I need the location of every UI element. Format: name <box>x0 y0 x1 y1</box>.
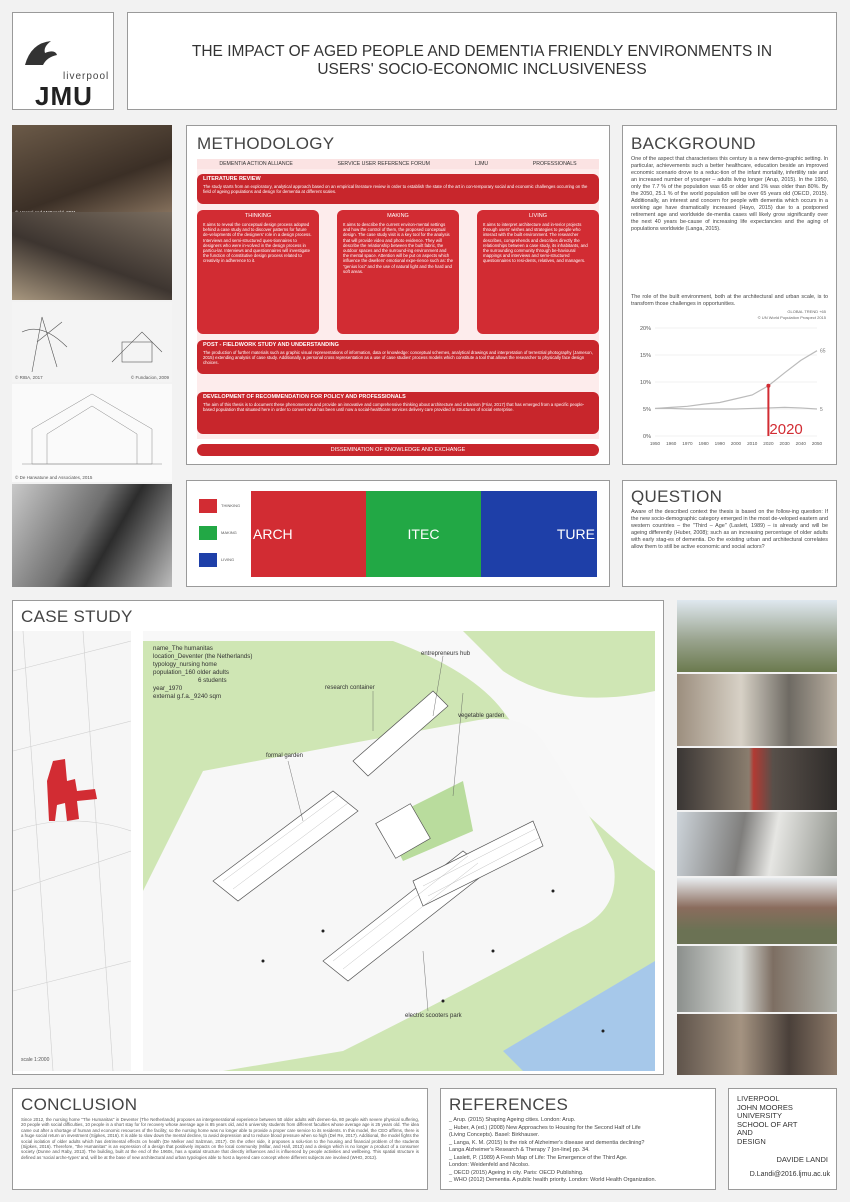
word-ture: TURE <box>481 491 597 577</box>
reference-item: _ Huber, A (ed.) (2008) New Approaches to Housing for the Second Half of Life <box>449 1124 641 1131</box>
highlight-year: 2020 <box>769 421 803 438</box>
thinking-title: THINKING <box>244 213 272 219</box>
post-fieldwork-bar <box>197 340 599 374</box>
photo-sketch <box>12 302 172 382</box>
y-tick-label: 20% <box>639 326 651 332</box>
y-tick-label: 10% <box>639 380 651 386</box>
word-itec: ITEC <box>366 491 481 577</box>
references-panel <box>440 1088 716 1190</box>
legend-label-living: LIVING <box>221 557 235 562</box>
trend-label: GLOBAL TREND +65 <box>787 309 826 314</box>
photo-site-1 <box>677 600 837 672</box>
legend-label-thinking: THINKING <box>221 503 241 508</box>
question-text: Aware of the described context the thesis is based on the follow-ing question: If the new socio-demographic category emerged in the most de-veloped eastern and western countries – the "Third – Age" (Laslett, 1989) – is already and will be ageing differently (Huber, 2008); such as an increasing percentage of older adults with early stag-es of dementia. Do the existing urban and architectural correlates allow them to still be active economic and social actors? <box>631 509 828 550</box>
series-label: 5 <box>820 407 823 413</box>
reference-item: _ Arup. (2015) Shaping Ageing cities. London: Arup. <box>449 1117 576 1123</box>
label-scooters: electric scooters park <box>405 1013 462 1019</box>
series-label: 65 <box>820 348 826 355</box>
photo-caption: © De Harwatune and Associates, 2015 <box>15 475 93 480</box>
label-formal-garden: formal garden <box>266 753 304 759</box>
label-vegetable-garden: vegetable garden <box>458 713 505 719</box>
legend-swatch-making <box>199 526 217 540</box>
title-box <box>127 12 837 110</box>
question-heading: QUESTION <box>631 487 723 506</box>
background-para2: The role of the built environment, both at the architectural and urban scale, is to transform those challenges in opportunities. <box>631 294 828 307</box>
photo-site-3 <box>677 748 837 810</box>
info-location: location_Deventer (the Netherlands) <box>153 653 253 660</box>
x-tick-label: 2000 <box>730 441 742 446</box>
label-entrepreneurs: entrepreneurs hub <box>421 651 471 657</box>
dissemination-label: DISSEMINATION OF KNOWLEDGE AND EXCHANGE <box>330 447 466 453</box>
legend-swatch-living <box>199 553 217 567</box>
thinking-text: It aims to reveal the conceptual design process adopted behind a case study and to discover patterns for future de-velopments of the designers' role in a design process. Interviews and semi-structured ques-tionnaires to designers who were in-volved in the design process in particu-lar. Interviews and questionnaires will investigate the function of constitutive design process related to creativity in adherence to it. <box>203 222 312 264</box>
logo-main-text: JMU <box>35 81 93 110</box>
literature-title: LITERATURE REVIEW <box>203 176 261 182</box>
background-panel <box>622 125 837 465</box>
photo-site-5 <box>677 878 837 944</box>
living-box <box>477 210 599 334</box>
literature-review-bar <box>197 174 599 204</box>
partner-label: PROFESSIONALS <box>532 161 577 167</box>
y-tick-label: 15% <box>639 353 651 359</box>
case-study-panel <box>12 600 664 1075</box>
x-tick-label: 2030 <box>779 441 790 446</box>
methodology-heading: METHODOLOGY <box>197 134 335 153</box>
photo-site-6 <box>677 946 837 1012</box>
highlight-point <box>766 384 770 388</box>
legend-label-making: MAKING <box>221 530 237 535</box>
location-map <box>13 631 131 1071</box>
living-title: LIVING <box>528 213 548 219</box>
reference-item: _ WHO (2012) Dementia. A public health priority. London: World Health Organization. <box>449 1177 657 1183</box>
x-tick-label: 1990 <box>714 441 725 446</box>
conclusion-text: Since 2012, the nursing home "The Humanitas" in Deventer (The Netherlands) proposes an intergenerational experience between 50 older adults with demen-tia, 80 people with severe physical suffering, 20 people with social difficulties, 10 people in a short stay for for recovery whose average age is 85 years old, and 6 university students from different faculties whose average age is 25 years old. The idea came out after a shortage of human and economic resources of the facility; so the nursing home was no longer able to provide a proper care service to its residents. In this model, the CEO affirms, there is a huge social return on investment (Sijpkes, 2016). It is able to slow down the mental decline, to avoid depression and to reduce blood pressure when so high (Del Re, 2017). Additional, the model fights the social isolation of older adults which has detrimental effects on health (De Melker and Salzman, 2017). On the other side, it proposes a solu-tion to the housing and financial problem of the students (Sijpkes, 2016). Therefore, "the Humanitas" is an expression of a design that positively impacts on the local community (Millar, and Hall, 2013) and a design which is no longer a product of a consumer society (Dunne and Raby, 2013). The building, built at the end of the 1960s, has a spatial structure that directly influences and is influenced by people activities and wellbeing. This spatial structure is defined as 'social arche-types' and, will be at the base of new architectural and urban typologies able to host a layered care concept where different subjects are involved (WHO, 2012). <box>21 1117 419 1160</box>
author-name: DAVIDE LANDI <box>776 1155 828 1164</box>
trend-source: © UN World Population Prospect 2015 <box>757 315 826 320</box>
methodology-panel <box>186 125 610 465</box>
photo-people <box>12 484 172 587</box>
y-tick-label: 0% <box>643 434 651 440</box>
conclusion-panel <box>12 1088 428 1190</box>
label-research: research container <box>325 685 375 691</box>
reference-item: London: Weidenfeld and Nicolso. <box>449 1162 530 1168</box>
liver-bird-icon <box>21 35 61 75</box>
conclusion-heading: CONCLUSION <box>21 1095 138 1114</box>
x-tick-label: 2040 <box>795 441 806 446</box>
making-text: It aims to describe the current environ-mental settings and how the control of them, the proposed conceptual design. The case study visit is a key tool for the analysis that will provide video and photo evidence. They will describe the relationship between the built fabric, the outdoor spaces and the surround-ing environment and the mental space. Attention will be put on aspects which influence the dwellers' emotional expe-rience such as: the "genius loci" and the use of natural light and the hard and soft areas. <box>343 222 453 274</box>
dev-title: DEVELOPMENT OF RECOMMENDATION FOR POLICY AND PROFESSIONALS <box>203 394 406 400</box>
development-bar <box>197 392 599 434</box>
reference-item: Langa Alzheimer's Research & Therapy 7 [on-line] pp. 34. <box>449 1147 590 1153</box>
post-title: POST - FIELDWORK STUDY AND UNDERSTANDING <box>203 342 339 348</box>
background-heading: BACKGROUND <box>631 134 756 153</box>
author-email[interactable]: D.Landi@2016.ljmu.ac.uk <box>749 1171 830 1178</box>
series-line <box>655 351 817 409</box>
y-tick-label: 5% <box>643 407 651 413</box>
page-subtitle: USERS' SOCIO-ECONOMIC INCLUSIVENESS <box>317 61 647 78</box>
info-name: name_The humanitas <box>153 645 213 652</box>
photo-site-4 <box>677 812 837 876</box>
partner-label: LJMU <box>474 161 489 167</box>
info-gfa: external g.f.a._9240 sqm <box>153 693 222 700</box>
literature-text: The study starts from an exploratory, analytical approach based on an empirical literature review in order to establish the state of the art in con-temporary social and economic challenges occurring on the field of ageing populations and design for dementia at different scales. <box>203 184 588 194</box>
x-tick-label: 1950 <box>649 441 661 446</box>
x-tick-label: 2020 <box>763 441 774 446</box>
post-text: The production of further materials such as graphic visual representations of information, data or knowledge: conceptual schemes, analytical drawings and interpretation of terrestrial photography (Jameson, 2015) extending analysis of case study. Additionally, a personal cross representation as a use of case studies' process models which constitute a tool that allows the researcher to physically face design choices. <box>203 350 593 365</box>
photo-meeting-1 <box>12 125 172 217</box>
x-tick-label: 1970 <box>682 441 693 446</box>
reference-item: _ OECD (2015) Ageing in city. Paris: OECD Publishing. <box>449 1169 584 1176</box>
reference-item: _ Langa, K. M. (2015) Is the risk of Alzheimer's disease and dementia declining? <box>449 1139 645 1146</box>
site-plan <box>143 631 655 1071</box>
x-tick-label: 2050 <box>811 441 823 446</box>
dissemination-bar <box>197 444 599 456</box>
logo-top-text: liverpool <box>63 71 110 82</box>
references-list <box>449 1117 709 1185</box>
reference-item: _ Laslett, P. (1989) A Fresh Map of Life: The Emergence of the Third Age. <box>449 1154 628 1161</box>
making-title: MAKING <box>387 213 409 219</box>
info-typology: typology_nursing home <box>153 661 217 668</box>
logo-box <box>12 12 114 110</box>
author-panel <box>728 1088 837 1190</box>
trend-chart <box>627 316 827 461</box>
partner-label: DEMENTIA ACTION ALLIANCE <box>219 161 293 167</box>
background-para1: One of the aspect that characterises this century is a new demo-graphic setting. In particular, achievements such a better healthcare, education beside an improved economic scenario drove to a reduc-tion of the infant mortality, infertility rate and an increased number of younger – adults living longer (Arup, 2015). In the 1950, only the 7.7 % of the population was 65 or older and 1% was older than 80%. By the 2050, 25.1 % of the world population will be over 65 years old (OECD, 2015). Additionally, an interest and concern for people with dementia which occurs in a working age have dramatically increased (Hayo, 2015) due to a postponed retirement age and worldwide de-mentia cases will likely grow significantly over the next 40 years be-cause of increasing life expectancies and the aging of populations worldwide (Langa, 2015). <box>631 156 828 232</box>
photo-caption: © Fundacion, 2009 <box>130 375 169 380</box>
info-population: population_160 older adults <box>153 669 230 676</box>
reference-item: (Living Concepts). Basel: Birkhauser. <box>449 1132 540 1138</box>
partner-label: SERVICE USER REFERENCE FORUM <box>337 161 430 167</box>
photo-site-2 <box>677 674 837 746</box>
legend-swatch-thinking <box>199 499 217 513</box>
photo-house-drawing <box>12 384 172 482</box>
institution: LIVERPOOL JOHN MOORES UNIVERSITY SCHOOL OF ART AND DESIGN <box>737 1094 798 1146</box>
case-study-heading: CASE STUDY <box>21 607 133 626</box>
info-year: year_1970 <box>153 685 183 692</box>
case-info <box>153 645 252 701</box>
dev-text: The aim of this thesis is to document these phenomenons and provide an innovative and comprehensive thinking about architecture and urbanism (Friar, 2017) that has emerged from a specific people-based population that situated here in order to convert what has been until now a social-healthcare services delivery care provided in structures of social enterprise. <box>203 402 585 412</box>
thinking-box <box>197 210 319 334</box>
living-text: It aims to interpret architecture and in-terior projects through users' wishes and strategies to people who interact with the built environment. The researcher describes, comprehends and describes directly the relationships between a case study, its inhabitants, and the surrounding community through be-havioural mappings and interviews and semi-structured questionnaires to resi-dents, relatives, and managers. <box>483 222 588 264</box>
photo-meeting-2 <box>12 212 172 300</box>
x-tick-label: 1980 <box>698 441 709 446</box>
making-box <box>337 210 459 334</box>
info-students: 6 students <box>198 677 227 684</box>
word-arch: ARCH <box>251 491 366 577</box>
page-title: THE IMPACT OF AGED PEOPLE AND DEMENTIA FRIENDLY ENVIRONMENTS IN <box>191 43 773 60</box>
site-marker <box>47 759 97 821</box>
partners-row <box>197 159 599 169</box>
photo-caption: © RIBA, 2017 <box>15 375 43 380</box>
photo-site-7 <box>677 1014 837 1075</box>
question-panel <box>622 480 837 587</box>
references-heading: REFERENCES <box>449 1095 569 1114</box>
legend-panel <box>186 480 610 587</box>
x-tick-label: 1960 <box>666 441 677 446</box>
x-tick-label: 2010 <box>747 441 758 446</box>
scale-label: scale 1:2000 <box>21 1057 50 1063</box>
